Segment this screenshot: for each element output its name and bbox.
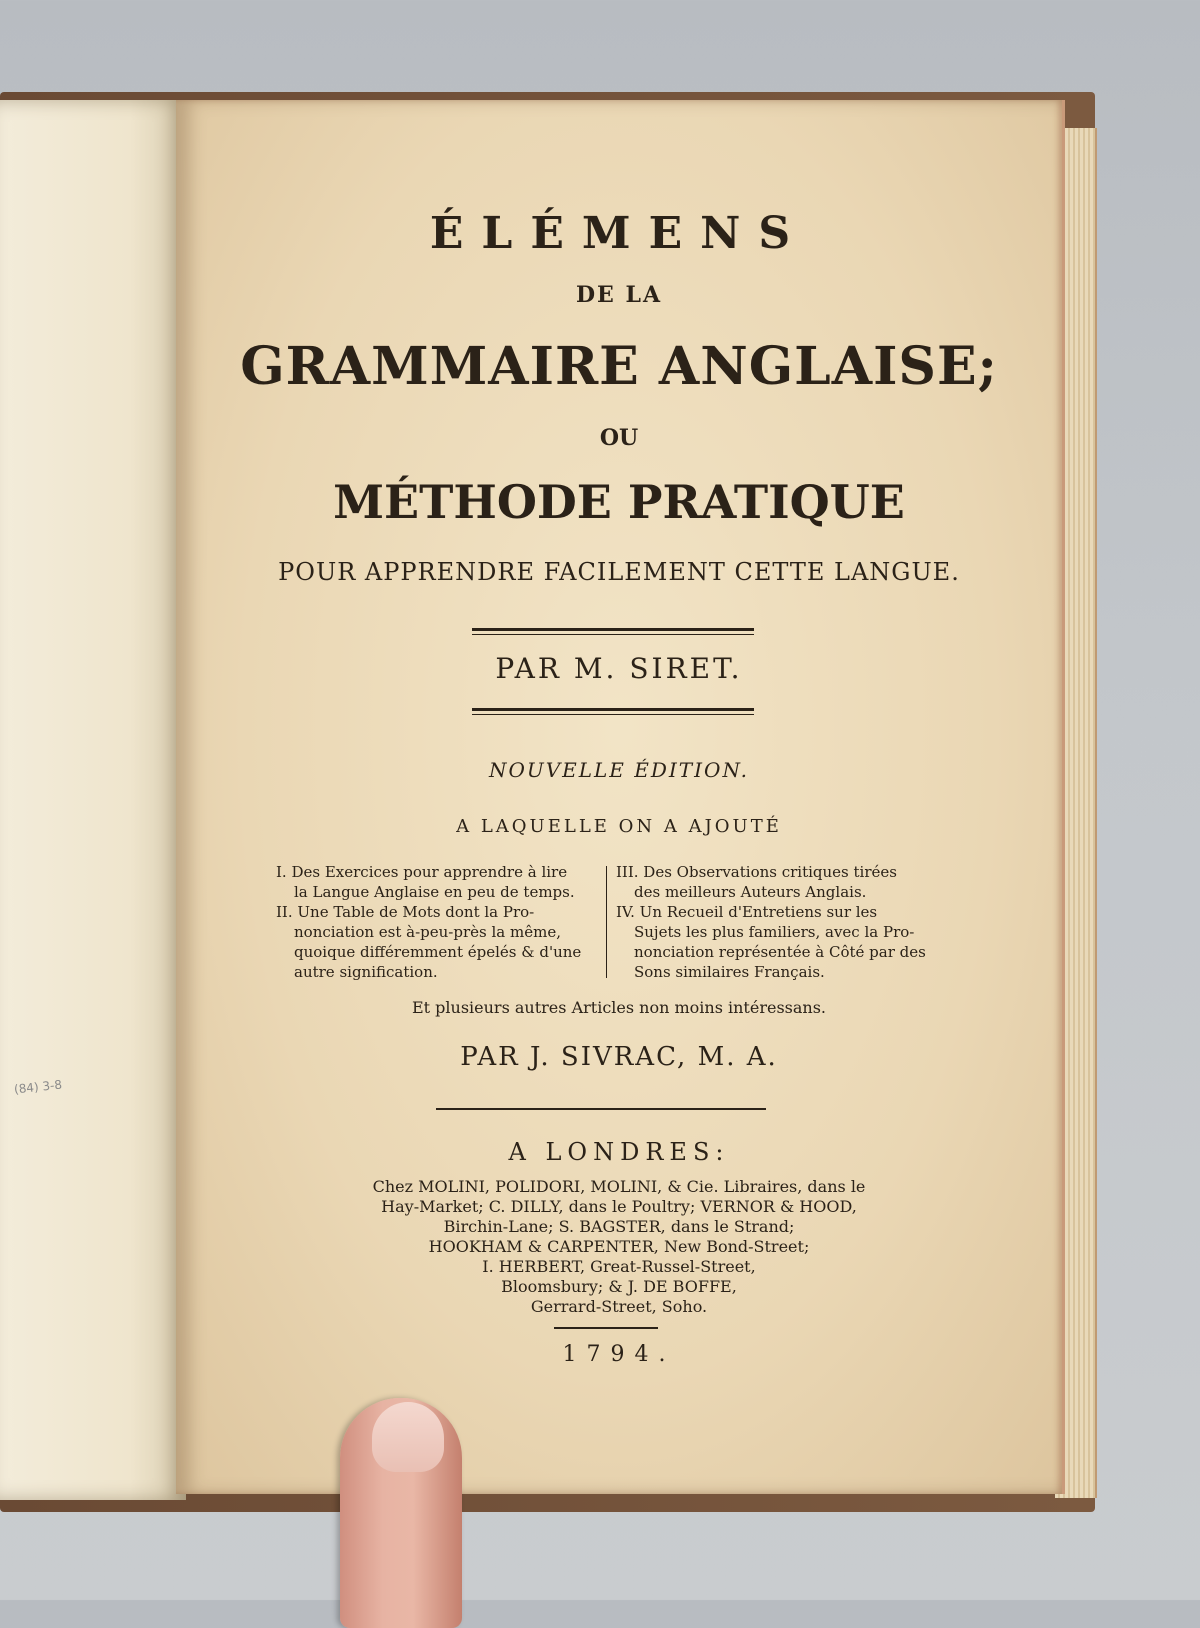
contents-columns [276, 862, 956, 992]
imprint-line: Chez MOLINI, POLIDORI, MOLINI, & Cie. Libraires, dans le [372, 1177, 866, 1196]
imprint-block [176, 1177, 1062, 1317]
margin-note: (84) 3-8 [13, 1077, 63, 1097]
divider-rule [436, 1108, 766, 1110]
contents-line: la Langue Anglaise en peu de temps. [294, 883, 575, 901]
imprint-line: Gerrard-Street, Soho. [530, 1297, 708, 1316]
contents-line: I. Des Exercices pour apprendre à lire [276, 863, 568, 881]
contents-left [276, 862, 606, 982]
title-de-la: DE LA [575, 282, 663, 308]
divider-rule [472, 628, 754, 631]
title-page [176, 100, 1065, 1494]
contents-line: des meilleurs Auteurs Anglais. [634, 883, 867, 901]
title-purpose: POUR APPRENDRE FACILEMENT CETTE LANGUE. [278, 558, 960, 586]
editor-line: PAR J. SIVRAC, M. A. [460, 1042, 778, 1072]
title-subject: GRAMMAIRE ANGLAISE; [240, 336, 998, 397]
contents-line: II. Une Table de Mots dont la Pro- [276, 903, 535, 921]
imprint-line: I. HERBERT, Great-Russel-Street, [482, 1257, 756, 1276]
imprint-line: Bloomsbury; & J. DE BOFFE, [501, 1277, 737, 1296]
imprint-line: Hay-Market; C. DILLY, dans le Poultry; VERNOR & HOOD, [381, 1197, 857, 1216]
edition-line: NOUVELLE ÉDITION. [488, 758, 750, 782]
column-divider [606, 866, 607, 978]
place-line: A LONDRES: [508, 1138, 730, 1166]
divider-rule [554, 1327, 658, 1329]
title-ou: OU [599, 425, 639, 451]
contents-line: Sons similaires Français. [634, 963, 825, 981]
contents-right [616, 862, 956, 982]
divider-rule [472, 708, 754, 711]
contents-line: III. Des Observations critiques tirées [616, 863, 897, 881]
contents-line: nonciation représentée à Côté par des [634, 943, 926, 961]
divider-rule [472, 634, 754, 635]
divider-rule [472, 714, 754, 715]
year-line: 1794. [562, 1342, 676, 1367]
contents-line: nonciation est à-peu-près la même, [294, 923, 561, 941]
added-intro: A LAQUELLE ON A AJOUTÉ [456, 816, 782, 837]
title-elemens: ÉLÉMENS [429, 208, 809, 259]
author-line: PAR M. SIRET. [495, 652, 743, 685]
thumbnail [372, 1402, 444, 1472]
left-page [0, 100, 186, 1500]
title-method: MÉTHODE PRATIQUE [333, 475, 905, 529]
imprint-line: HOOKHAM & CARPENTER, New Bond-Street; [428, 1237, 810, 1256]
contents-line: Sujets les plus familiers, avec la Pro- [634, 923, 915, 941]
contents-line: quoique différemment épelés & d'une [294, 943, 582, 961]
contents-line: autre signification. [294, 963, 438, 981]
contents-line: IV. Un Recueil d'Entretiens sur les [616, 903, 878, 921]
imprint-line: Birchin-Lane; S. BAGSTER, dans le Strand; [443, 1217, 795, 1236]
others-line: Et plusieurs autres Articles non moins intéressans. [411, 998, 827, 1017]
